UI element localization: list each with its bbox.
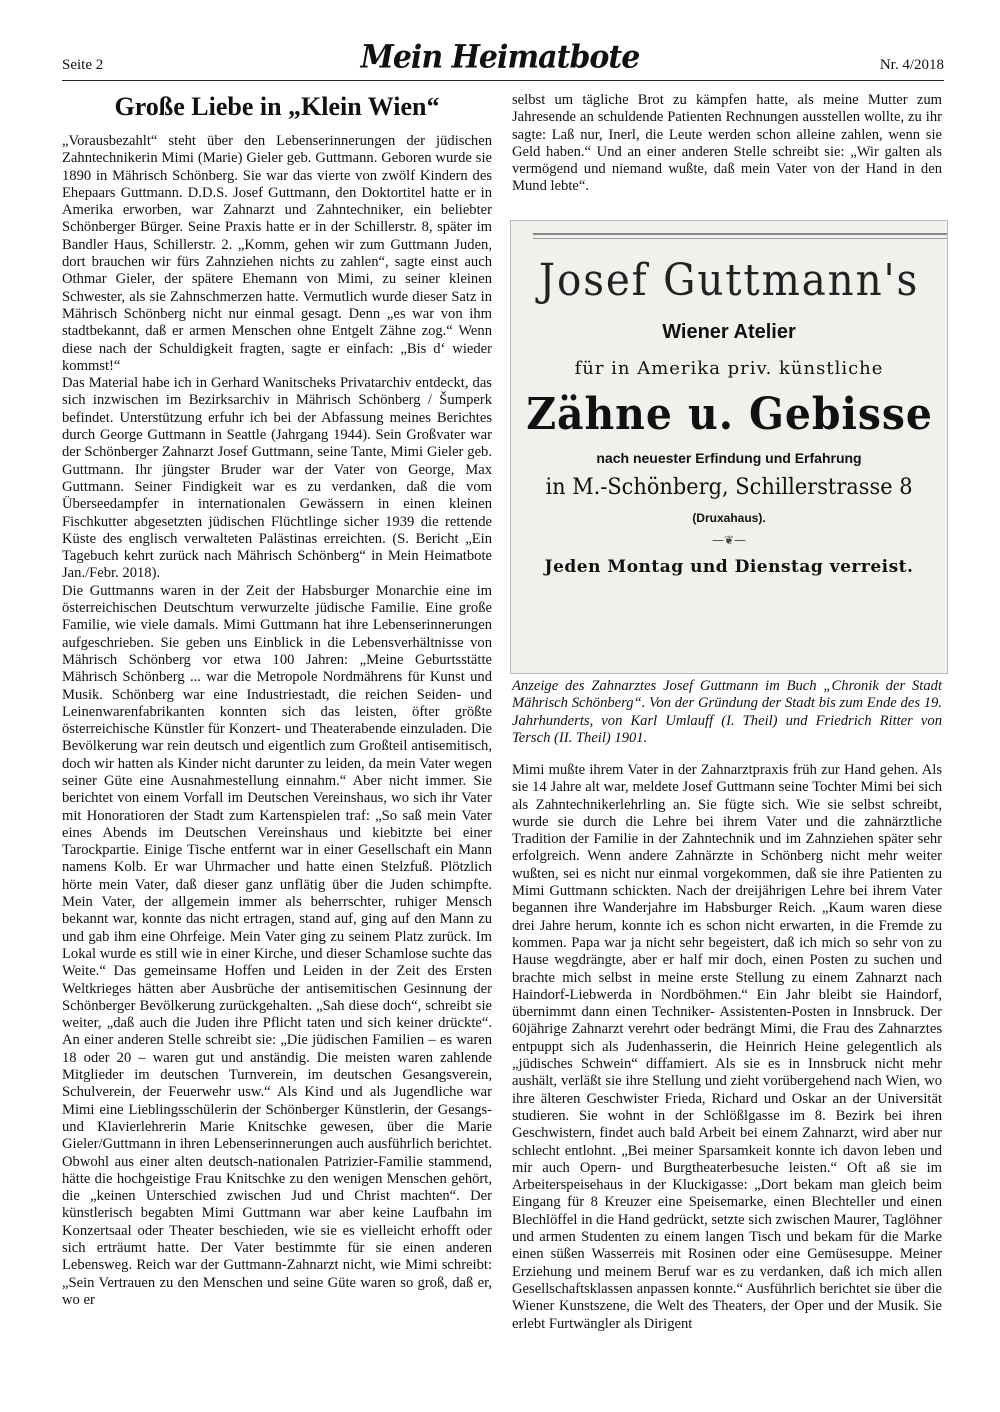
dentist-advertisement-image: [510, 220, 948, 674]
ad-top-rule: [533, 233, 947, 235]
header-rule: [62, 80, 944, 81]
issue-number: Nr. 4/2018: [879, 57, 944, 73]
paragraph: Das Material habe ich in Gerhard Wanitscheks Privatarchiv entdeckt, das sich inzwischen im Bezirksarchiv in Mährisch Schönberg / Šumperk befindet. Unterstützung erfuhr ich bei der Abfassung meines Berichtes durch George Guttmann in Seattle (Jahrgang 1944). Sein Großvater war der Schönberger Zahnarzt Josef Guttmann, seine Tante, Mimi Gieler geb. Guttmann. Ihr jüngster Bruder war der Vater von George, Max Guttmann. Seiner Findigkeit war es zu verdanken, daß die vom Überseedampfer in internationalen Gewässern in einen kleinen Fischkutter abgesetzten jüdischen Flüchtlinge sicher 1939 die rettende Küste des englisch verwalteten Palästinas erreichten. (S. Bericht „Ein Tagebuch kehrt zurück nach Mährisch Schönberg“ in Mein Heimatbote Jan./Febr. 2018).: [62, 375, 492, 582]
paragraph: Die Guttmanns waren in der Zeit der Habsburger Monarchie eine im österreichischen Deutschtum verwurzelte jüdische Familie. Eine große Familie, wie viele damals. Mimi Guttmann hat ihre Lebenserinnerungen aufgeschrieben. Sie geben uns Einblick in die Lebensverhältnisse von Mährisch Schönberg vor etwa 100 Jahren: „Meine Geburtsstätte Mährisch Schönberg ... war die Metropole Nordmährens für Kunst und Musik. Schönberg war eine Industriestadt, die reichen Seiden- und Leinenwarenfabrikanten konnten sich das leisten, öfter größte österreichische Künstler für Konzert- und Theaterabende einzuladen. Die Bevölkerung war rein deutsch und eigentlich zum Großteil antisemitisch, doch wir hatten als Kinder nicht darunter zu leiden, da mein Vater wegen seiner Güte eine Ausnahmestellung einnahm.“ Aber nicht immer. Sie berichtet von einem Vorfall im Deutschen Vereinshaus, wo sich ihr Vater mit Honoratioren der Stadt zum Kartenspielen traf: „So saß mein Vater eines Abends im Deutschen Vereinshaus und kiebitzte bei einer Tarockpartie. Einige Tische entfernt war in einer Gesellschaft ein Mann namens Kolb. Er war Uhrmacher und hatte einen Stelzfuß. Plötzlich hörte mein Vater, daß dieser ganz unflätig über die Juden schimpfte. Mein Vater, der allgemein immer als beherrschter, ruhiger Mensch bekannt war, konnte das nicht ertragen, stand auf, ging auf den Mann zu und gab ihm eine Ohrfeige. Mein Vater ging zu seinem Platz zurück. Im Lokal wurde es still wie in einer Kirche, und dieser Schamlose suchte das Weite.“ Das gemeinsame Hoffen und Leiden in der Zeit des Ersten Weltkrieges hätten aber Ausbrüche der antisemitischen Gesinnung der Schönberger Bevölkerung zurückgehalten. „Sah diese doch“, schreibt sie weiter, „daß auch die Juden ihre Pflicht taten und sich keiner drückte“. An einer anderen Stelle schreibt sie: „Die jüdischen Familien – es waren 18 oder 20 – waren gut und anständig. Die meisten waren zahlende Mitglieder im deutschen Turnverein, im deutschen Gesangsverein, Schulverein, der Feuerwehr usw.“ Als Kind und als Jugendliche war Mimi eine Lieblingsschülerin der Schönberger Künstlerin, der Gesangs- und Klavierlehrerin Marie Knitschke gewesen, über die Marie Gieler/Guttmann in ihren Lebenserinnerungen auch ausführlich berichtet. Obwohl aus einer alten deutsch-nationalen Patrizier-Familie stammend, hätte die hochgeistige Frau Knitschke zu den wenigen Menschen gehört, die „keinen Unterschied zwischen Jud und Christ machten“. Der künstlerisch begabten Mimi Guttmann war aber keine Laufbahn im Konzertsaal oder Theater beschieden, wie sie es vielleicht erhofft oder sich erträumt hatte. Der Vater bestimmte für sie einen anderen Lebensweg. Reich war der Guttmann-Zahnarzt nicht, wie Mimi schreibt: „Sein Vertrauen zu den Menschen und seine Güte waren so groß, daß er, wo er: [62, 582, 492, 1308]
article-right-column-top: [512, 92, 942, 196]
page-number: Seite 2: [62, 57, 104, 73]
ad-schedule: Jeden Montag und Dienstag verreist.: [544, 557, 914, 577]
ad-address: in M.-Schönberg, Schillerstrasse 8: [545, 475, 913, 500]
paragraph: selbst um tägliche Brot zu kämpfen hatte, als meine Mutter zum Jahresende an schuldende Patienten Rechnungen ausstellen wollte, zu ihr sagte: Laß nur, Inerl, die Leute werden schon alleine zahlen, wenn sie Geld haben.“ Und an einer anderen Stelle schreibt sie: „Wir galten als vermögend und niemand wußte, daß mein Vater von der Hand in den Mund lebte“.: [512, 92, 942, 195]
article-left-column: [62, 92, 492, 1309]
ad-druxahaus: (Druxahaus).: [692, 511, 766, 525]
article-title: Große Liebe in „Klein Wien“: [114, 92, 440, 121]
paragraph: „Vorausbezahlt“ steht über den Lebenserinnerungen der jüdischen Zahntechnikerin Mimi (Marie) Gieler geb. Guttmann. Geboren wurde sie 1890 in Mährisch Schönberg. Sie war das vierte von zwölf Kindern des Ehepaars Guttmann. D.D.S. Josef Guttmann, den Doktortitel hatte er in Amerika erworben, war Zahnarzt und Zahntechniker, ein beliebter Schönberger Bürger. Seine Praxis hatte er in der Schillerstr. 8, später im Bandler Haus, Schillerstr. 2. „Komm, gehen wir zum Guttmann Juden, dort brauchen wir fürs Zahnziehen nichts zu zahlen“, sagte einst auch Othmar Gieler, der spätere Ehemann von Mimi, zu seiner kleinen Schwester, als sie Zahnschmerzen hatte. Vermutlich wurde dieser Satz in Mährisch Schönberg nicht nur einmal gesagt. Denn „es war von ihm stadtbekannt, daß er armen Menschen ohne Entgelt Zähne zog.“ Wenn diese nach der Schuldigkeit fragten, sagte er einfach: „Bis d‘ wieder kommst!“: [62, 133, 492, 374]
masthead-logo: Mein Heimatbote: [360, 39, 640, 76]
article-right-column-bottom: [512, 762, 942, 1333]
image-caption: Anzeige des Zahnarztes Josef Guttmann im Buch „Chronik der Stadt Mährisch Schönberg“. Von der Gründung der Stadt bis zum Ende des 19. Jahrhunderts, von Karl Umlauff (I. Theil) und Friedrich Ritter von Tersch (II. Theil) 1901.: [512, 678, 942, 746]
ad-headline: Zähne u. Gebisse: [526, 389, 933, 440]
ad-erfindung-line: nach neuester Erfindung und Erfahrung: [596, 450, 862, 466]
ad-name: Josef Guttmann's: [538, 255, 920, 306]
ad-top-rule-thin: [533, 238, 947, 239]
ad-amerika-line: für in Amerika priv. künstliche: [574, 358, 884, 379]
ad-atelier: Wiener Atelier: [662, 321, 796, 343]
ad-ornament: —❦—: [711, 533, 747, 547]
paragraph: Mimi mußte ihrem Vater in der Zahnarztpraxis früh zur Hand gehen. Als sie 14 Jahre alt war, meldete Josef Guttmann seine Tochter Mimi bei sich als Zahntechnikerlehrling an. Sie fügte sich. Wie sie selbst schreibt, wurde sie durch die Lehre bei ihrem Vater und die zahnärztliche Tradition der Familie in der Zahntechnik und im Zahnziehen später sehr erfolgreich. Wenn andere Zahnärzte in Schönberg nicht mehr weiter wußten, sei es nicht nur einmal vorgekommen, daß sie ihre Patienten zu Mimi Guttmann schickten. Nach der dreijährigen Lehre bei ihrem Vater begannen ihre Wanderjahre im Habsburger Reich. „Kaum waren diese drei Jahre herum, konnte ich es schon nicht erwarten, in die Fremde zu kommen. Papa war ja nicht sehr begeistert, daß ich mich so sehr von zu Hause wegdrängte, aber er half mir doch, einen Posten zu suchen und brachte mich selbst in meine erste Stellung zu einem Zahnarzt nach Haindorf-Liebwerda in Nordböhmen.“ Ein Jahr bleibt sie Haindorf, übernimmt dann einen Techniker- Assistenten-Posten in Innsbruck. Der 60jährige Zahnarzt verehrt oder bedrängt Mimi, die Frau des Zahnarztes entpuppt sich als Judenhasserin, die Heinrich Heine gelegentlich als „jüdisches Schwein“ diffamiert. Als sie es in Innsbruck nicht mehr aushält, verläßt sie ihre Stellung und zieht vorübergehend nach Wien, wo ihre älteren Geschwister Frieda, Richard und Oskar an der Universität studieren. Sie wohnt in der Schlößlgasse im 8. Bezirk bei ihren Geschwistern, findet auch bald Arbeit bei einem Zahnarzt, wird aber nur schlecht entlohnt. „Bei meiner Sparsamkeit konnte ich davon leben und mir auch Opern- und Burgtheaterbesuche leisten.“ Oft aß sie im Arbeiterspeisehaus in der Kluckigasse: „Dort bekam man gleich beim Eingang für 8 Kreuzer eine Speisemarke, einen Blechteller und einen Blechlöffel in die Hand gedrückt, setzte sich zwischen Maurer, Taglöhner und armen Studenten zu einem langen Tisch und bekam für die Marke einen süßen Wasserreis mit Rosinen oder eine Gemüsesuppe. Meiner Erziehung und meinem Beruf war es zu verdanken, daß ich mich allen Gesellschaftsklassen anpassen konnte.“ Ausführlich berichtet sie über die Wiener Kunstszene, die Welt des Theaters, der Oper und der Musik. Sie erlebt Furtwängler als Dirigent: [512, 762, 942, 1332]
